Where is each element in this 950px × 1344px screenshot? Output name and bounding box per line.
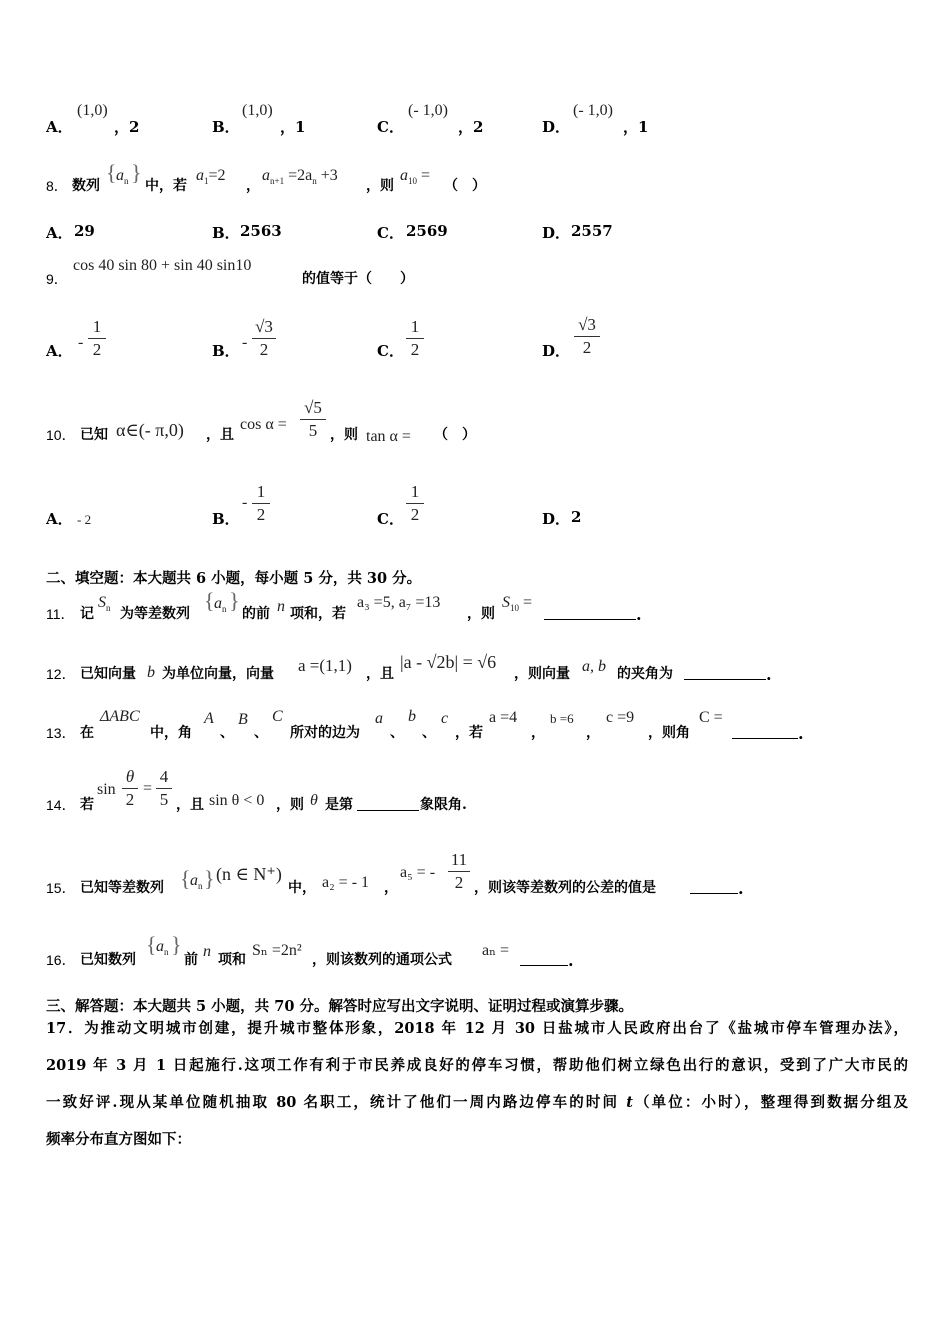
q8-text-3: ，则 bbox=[366, 178, 394, 194]
q17-line-2: 2019 年 3 月 1 日起施行.这项工作有利于市民养成良好的停车习惯，帮助他们树立绿色出行的意识，受到了广大市民的 bbox=[46, 1057, 908, 1074]
q13-a-value: a =4 bbox=[489, 709, 518, 726]
q7-option-c-value: (- 1,0) bbox=[408, 102, 448, 119]
q10-option-b-fraction: 1 2 bbox=[252, 482, 270, 525]
q11-s10: $S_{10}$ = bbox=[502, 594, 533, 614]
section-3-heading: 三、解答题：本大题共 5 小题，共 70 分。解答时应写出文字说明、证明过程或演算步骤。 bbox=[46, 998, 633, 1015]
q8-option-c-value: 2569 bbox=[406, 222, 448, 240]
q14-four-fifths: 4 5 bbox=[156, 767, 172, 810]
q10-condition: α∈(- π,0) bbox=[116, 420, 184, 440]
q13-c-value: c =9 bbox=[606, 709, 635, 726]
q9-option-c-fraction: 1 2 bbox=[406, 317, 424, 360]
q7-option-c-tail: ，2 bbox=[458, 118, 484, 136]
q11-sn: $S_n$ bbox=[98, 594, 111, 614]
q8-option-d-value: 2557 bbox=[571, 222, 613, 240]
q10-tan: tan α = bbox=[366, 428, 411, 445]
q10-number: 10． bbox=[46, 427, 76, 443]
section-2-heading: 二、填空题：本大题共 6 小题，每小题 5 分，共 30 分。 bbox=[46, 570, 422, 587]
q15-a2: a₂ = - 1 bbox=[322, 874, 370, 891]
q16-answer-blank[interactable]: . bbox=[520, 949, 574, 970]
q13-answer-blank[interactable]: . bbox=[732, 722, 804, 743]
q13-triangle: ΔABC bbox=[100, 708, 140, 725]
q10-paren: （ ） bbox=[434, 427, 476, 443]
q9-expression: cos 40 sin 80 + sin 40 sin10 bbox=[73, 257, 252, 274]
q7-option-c-letter: C． bbox=[377, 118, 404, 136]
q11-an: $a_n$ bbox=[214, 595, 227, 615]
q12-condition: |a - √2b| = √6 bbox=[400, 652, 497, 672]
q15-answer-blank[interactable]: . bbox=[690, 877, 744, 898]
q9-option-a-fraction: 1 2 bbox=[88, 317, 106, 360]
q7-option-d-value: (- 1,0) bbox=[573, 102, 613, 119]
q10-cos-fraction: √5 5 bbox=[300, 398, 326, 441]
q17-line-3: 一致好评.现从某单位随机抽取 80 名职工，统计了他们一周内路边停车的时间 t（单位：小时），整理得到数据分组及 bbox=[46, 1094, 909, 1111]
q7-option-b-value: (1,0) bbox=[242, 102, 273, 119]
q10-option-c-fraction: 1 2 bbox=[406, 482, 424, 525]
q7-option-d-letter: D． bbox=[542, 118, 571, 136]
q7-option-b-letter: B． bbox=[212, 118, 240, 136]
q7-option-a-tail: ，2 bbox=[114, 118, 140, 136]
q13-angle-c: C = bbox=[699, 709, 723, 726]
q14-sin: sin bbox=[97, 781, 116, 798]
q8-text-2: 中，若 bbox=[145, 178, 187, 194]
q8-option-b-value: 2563 bbox=[240, 222, 282, 240]
q8-paren: （ ） bbox=[444, 178, 486, 194]
q7-option-b-tail: ，1 bbox=[280, 118, 306, 136]
q8-number: 8． bbox=[46, 178, 68, 194]
q8-a10: $a_{10}$ = bbox=[400, 167, 431, 187]
q15-an: $a_n$ bbox=[190, 872, 203, 892]
q10-cos: cos α = bbox=[240, 416, 287, 433]
q8-recurrence: $a_{n+1} =2a_n +3$ bbox=[262, 167, 338, 187]
q7-option-a-letter: A． bbox=[46, 118, 73, 136]
q16-sn: Sₙ =2n² bbox=[252, 942, 302, 959]
q8-a1: $a_1=2$ bbox=[196, 167, 226, 187]
q17-line-1: 17．为推动文明城市创建，提升城市整体形象，2018 年 12 月 30 日盐城市人民政府出台了《盐城市停车管理办法》， bbox=[46, 1020, 908, 1037]
q11-answer-blank[interactable]: . bbox=[544, 603, 642, 624]
q9-option-d-fraction: √3 2 bbox=[574, 315, 600, 358]
q8-an: $a_n$ bbox=[116, 167, 129, 187]
q9-option-b-fraction: √3 2 bbox=[252, 317, 276, 360]
q12-answer-blank[interactable]: . bbox=[684, 663, 772, 684]
q14-theta-half: θ 2 bbox=[122, 767, 138, 810]
q15-fraction: 11 2 bbox=[448, 850, 470, 893]
q10-option-a-value: - 2 bbox=[77, 512, 92, 527]
q8-text-1: 数列 bbox=[72, 178, 100, 194]
q7-option-d-tail: ，1 bbox=[623, 118, 649, 136]
q12-vector-a: a =(1,1) bbox=[298, 656, 352, 675]
q9-number: 9． bbox=[46, 271, 68, 287]
q13-b-value: b =6 bbox=[550, 711, 574, 726]
q16-an-eq: aₙ = bbox=[482, 942, 510, 959]
q15-a5: a₅ = - bbox=[400, 864, 436, 881]
q8-option-a-value: 29 bbox=[74, 222, 95, 240]
q17-line-4: 频率分布直方图如下： bbox=[46, 1131, 191, 1148]
q14-condition: sin θ < 0 bbox=[209, 792, 265, 809]
q16-an: $a_n$ bbox=[156, 938, 169, 958]
q9-tail: 的值等于（ ） bbox=[302, 271, 414, 287]
q7-option-a-value: (1,0) bbox=[77, 102, 108, 119]
q15-domain: (n ∈ N⁺) bbox=[216, 864, 282, 884]
q14-answer-blank[interactable] bbox=[357, 794, 419, 815]
q10-option-d-value: 2 bbox=[571, 508, 582, 526]
q11-condition: a₃ =5, a₇ =13 bbox=[357, 594, 441, 611]
